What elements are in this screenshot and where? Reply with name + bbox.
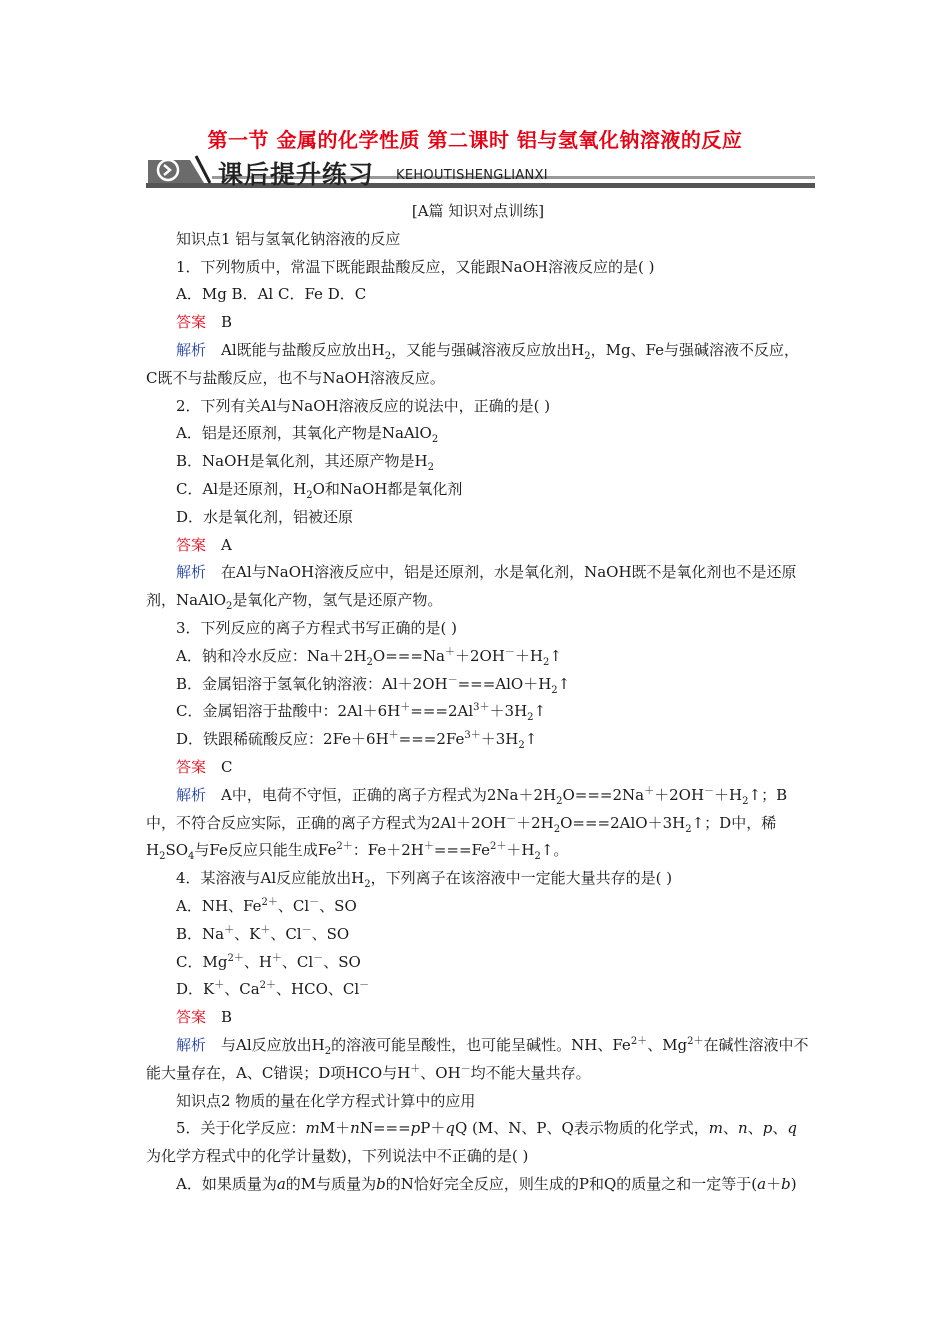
banner-title: 课后提升练习 bbox=[218, 160, 375, 189]
exercise-content bbox=[146, 198, 810, 1199]
explain-label: 解析 bbox=[176, 563, 207, 582]
answer-value: B bbox=[221, 1008, 233, 1027]
answer-2 bbox=[146, 532, 810, 560]
question-1-options: A．Mg B．Al C．Fe D．C bbox=[176, 285, 367, 304]
answer-4 bbox=[146, 1004, 810, 1032]
explanation-4: 解析 与Al反应放出$H_2$的溶液可能呈酸性，也可能呈碱性。NH、$Fe^{2+}$、$Mg^{2+}$在碱性溶液中不能大量存在，A、C错误；D项HCO与H＋、OH－均不能大量共存。 bbox=[146, 1035, 809, 1082]
answer-label: 答案 bbox=[176, 535, 207, 554]
option-c: C．$Mg^{2+}$、H＋、Cl－、SO bbox=[176, 952, 361, 971]
question-3: 3．下列反应的离子方程式书写正确的是( ) bbox=[176, 618, 458, 637]
section-header: [A篇 知识对点训练] bbox=[411, 202, 545, 220]
explain-label: 解析 bbox=[176, 785, 207, 804]
answer-3 bbox=[146, 754, 810, 782]
question-4: 4．某溶液与Al反应能放出$H_2$，下列离子在该溶液中一定能大量共存的是( ) bbox=[176, 869, 673, 891]
option-a: A．NH、$Fe^{2+}$、Cl－、SO bbox=[176, 896, 357, 915]
explanation-2: 解析 在Al与NaOH溶液反应中，铝是还原剂，水是氧化剂，NaOH既不是氧化剂也不是还原剂，NaAlO$_2$是氧化产物，氢气是还原产物。 bbox=[146, 563, 797, 613]
answer-value: B bbox=[221, 313, 233, 332]
option-b: B．Na＋、K＋、Cl－、SO bbox=[176, 924, 350, 943]
option-b: B．金属铝溶于氢氧化钠溶液：$Al+2OH^-===AlO+H_2↑$ bbox=[176, 674, 571, 696]
option-a: A．如果质量为a的M与质量为b的N恰好完全反应，则生成的P和Q的质量之和一定等于(a＋b) bbox=[176, 1174, 797, 1193]
knowledge-point-1: 知识点1 铝与氢氧化钠溶液的反应 bbox=[176, 229, 401, 248]
option-c: C．金属铝溶于盐酸中：$2Al+6H^+===2Al^{3+}+3H_2↑$ bbox=[176, 702, 547, 724]
answer-label: 答案 bbox=[176, 1008, 207, 1027]
option-d: D．水是氧化剂，铝被还原 bbox=[176, 507, 354, 526]
answer-1 bbox=[146, 309, 810, 337]
answer-label: 答案 bbox=[176, 757, 207, 776]
explain-label: 解析 bbox=[176, 1035, 207, 1054]
banner-subtitle: KEHOUTISHENGLIANXI bbox=[396, 168, 548, 183]
option-a: A．铝是还原剂，其氧化产物是NaAlO$_2$ bbox=[176, 424, 439, 446]
question-1: 1．下列物质中，常温下既能跟盐酸反应，又能跟NaOH溶液反应的是( ) bbox=[176, 257, 655, 276]
explanation-1: 解析 Al既能与盐酸反应放出$H_2$，又能与强碱溶液反应放出$H_2$，Mg、Fe与强碱溶液不反应，C既不与盐酸反应，也不与NaOH溶液反应。 bbox=[146, 340, 800, 387]
option-a: A．钠和冷水反应：$Na+2H_2O===Na^++2OH^-+H_2↑$ bbox=[176, 646, 562, 668]
explanation-3: 解析 A中，电荷不守恒，正确的离子方程式为$2Na+2H_2O===2Na^++2OH^-+H_2↑$；B中，不符合反应实际，正确的离子方程式为$2Al+2OH^-+2H_2O===2AlO+3H_2↑$；D中，稀$H_2SO_4$与Fe反应只能生成$Fe^{2+}$：$Fe+2H^+===Fe^{2+}+H_2↑$。 bbox=[146, 785, 788, 863]
answer-label: 答案 bbox=[176, 313, 207, 332]
option-d: D．K＋、$Ca^{2+}$、HCO、Cl－ bbox=[176, 980, 370, 999]
answer-value: C bbox=[221, 757, 233, 776]
page-title: 第一节 金属的化学性质 第二课时 铝与氢氧化钠溶液的反应 bbox=[207, 128, 743, 152]
option-c: C．Al是还原剂，$H_2O$和NaOH都是氧化剂 bbox=[176, 479, 463, 501]
option-d: D．铁跟稀硫酸反应：$2Fe+6H^+===2Fe^{3+}+3H_2↑$ bbox=[176, 730, 538, 752]
option-b: B．NaOH是氧化剂，其还原产物是$H_2$ bbox=[176, 452, 434, 474]
explain-label: 解析 bbox=[176, 340, 207, 359]
question-5: 5．关于化学反应：mM＋nN===pP＋qQ (M、N、P、Q表示物质的化学式，m、n、p、q为化学方程式中的化学计量数)，下列说法中不正确的是( ) bbox=[146, 1119, 797, 1166]
question-2: 2．下列有关Al与NaOH溶液反应的说法中，正确的是( ) bbox=[176, 396, 551, 415]
answer-value: A bbox=[221, 535, 232, 554]
knowledge-point-2: 知识点2 物质的量在化学方程式计算中的应用 bbox=[176, 1091, 476, 1110]
